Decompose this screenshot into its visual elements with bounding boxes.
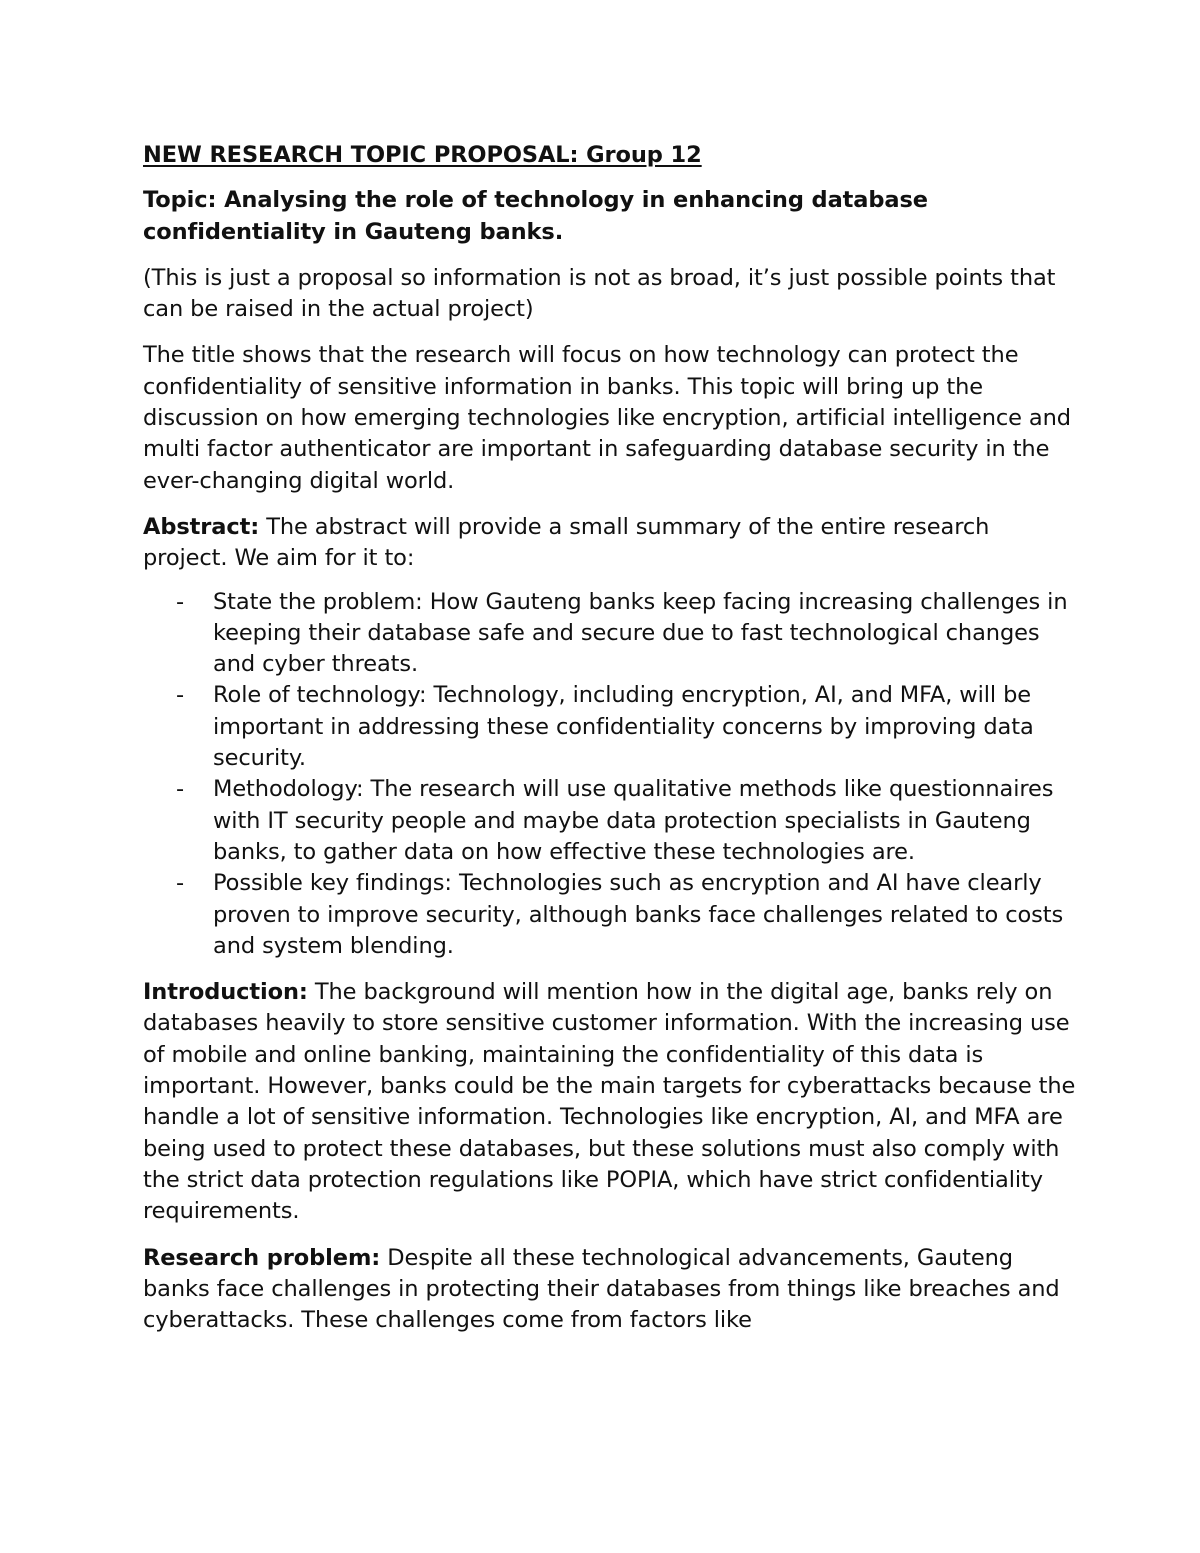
introduction-label: Introduction: bbox=[143, 979, 308, 1006]
research-problem-paragraph bbox=[143, 1243, 1080, 1337]
abstract-text: The abstract will provide a small summary of the entire research project. We aim for it to: bbox=[143, 513, 990, 572]
research-problem-text: Despite all these technological advancements, Gauteng banks face challenges in protecting their databases from things like breaches and cyberattacks. These challenges come from factors like bbox=[143, 1244, 1060, 1334]
abstract-label: Abstract: bbox=[143, 513, 260, 540]
bullet-dash: - bbox=[176, 776, 185, 803]
proposal-note: (This is just a proposal so information is not as broad, it’s just possible points that can be raised in the actual project) bbox=[143, 264, 1056, 323]
bullet-dash: - bbox=[176, 588, 185, 615]
bullet-dash: - bbox=[176, 682, 185, 709]
list-item-text: State the problem: How Gauteng banks keep facing increasing challenges in keeping their database safe and secure due to fast technological changes and cyber threats. bbox=[213, 588, 1068, 678]
list-item bbox=[143, 680, 1080, 774]
list-item-text: Possible key findings: Technologies such as encryption and AI have clearly proven to improve security, although banks face challenges related to costs and system blending. bbox=[213, 870, 1064, 959]
list-item-text: Methodology: The research will use qualitative methods like questionnaires with IT security people and maybe data protection specialists in Gauteng banks, to gather data on how effective these technologies are. bbox=[213, 776, 1054, 865]
list-item-text: Role of technology: Technology, including encryption, AI, and MFA, will be important in addressing these confidentiality concerns by improving data security. bbox=[213, 682, 1034, 772]
introduction-text: The background will mention how in the digital age, banks rely on databases heavily to store sensitive customer information. With the increasing use of mobile and online banking, maintaining the confidentiality of this data is important. However, banks could be the main targets for cyberattacks because the handle a lot of sensitive information. Technologies like encryption, AI, and MFA are being used to protect these databases, but these solutions must also comply with the strict data protection regulations like POPIA, which have strict confidentiality requirements. bbox=[143, 979, 1076, 1225]
topic-statement: Topic: Analysing the role of technology in enhancing database confidentiality in Gauteng banks. bbox=[143, 187, 928, 245]
introduction-paragraph bbox=[143, 977, 1080, 1227]
title-explanation: The title shows that the research will focus on how technology can protect the confidentiality of sensitive information in banks. This topic will bring up the discussion on how emerging technologies like encryption, artificial intelligence and multi factor authenticator are important in safeguarding database security in the ever-changing digital world. bbox=[143, 342, 1071, 494]
research-problem-label: Research problem: bbox=[143, 1244, 381, 1271]
bullet-dash: - bbox=[176, 870, 185, 897]
list-item bbox=[143, 587, 1080, 681]
abstract-list bbox=[143, 587, 1080, 963]
list-item bbox=[143, 774, 1080, 868]
abstract-paragraph bbox=[143, 512, 1080, 575]
document-title: NEW RESEARCH TOPIC PROPOSAL: Group 12 bbox=[143, 142, 702, 168]
list-item bbox=[143, 868, 1080, 962]
